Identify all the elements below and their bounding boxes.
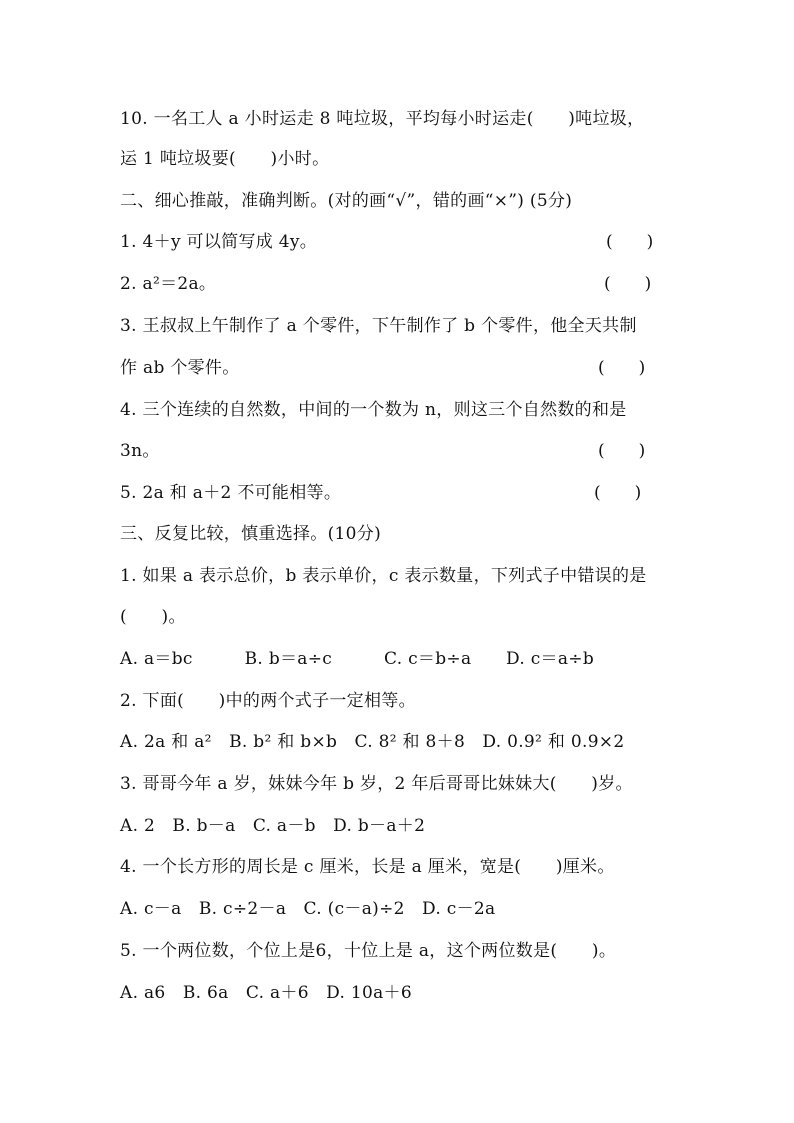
s3-q5-text: 5. 一个两位数，个位上是6，十位上是 a，这个两位数是( )。	[120, 941, 617, 961]
s2-item2-text: 2. a²＝2a。	[120, 274, 217, 294]
s2-item1-text: 1. 4＋y 可以简写成 4y。	[120, 232, 318, 252]
s3-q3-options: A. 2 B. b－a C. a－b D. b－a＋2	[120, 816, 426, 836]
section3-title: 三、反复比较，慎重选择。(10分)	[120, 524, 381, 544]
s2-item2-answer-paren: ( )	[604, 274, 652, 294]
s2-item3-text2: 作 ab 个零件。	[120, 358, 240, 378]
s2-item3-text: 3. 王叔叔上午制作了 a 个零件，下午制作了 b 个零件，他全天共制	[120, 316, 637, 336]
s2-item5-answer-paren: ( )	[594, 483, 642, 503]
s2-item5-text: 5. 2a 和 a＋2 不可能相等。	[120, 483, 342, 503]
s3-q2-text: 2. 下面( )中的两个式子一定相等。	[120, 691, 416, 711]
s3-q4-text: 4. 一个长方形的周长是 c 厘米，长是 a 厘米，宽是( )厘米。	[120, 857, 615, 877]
section2-title: 二、细心推敲，准确判断。(对的画“√”，错的画“×”) (5分)	[120, 191, 573, 211]
s3-q1-text2: ( )。	[120, 607, 186, 627]
s2-item4-text2: 3n。	[120, 441, 160, 461]
s2-item4-answer-paren: ( )	[598, 441, 646, 461]
s3-q5-options: A. a6 B. 6a C. a＋6 D. 10a＋6	[120, 983, 412, 1003]
s2-item4-text: 4. 三个连续的自然数，中间的一个数为 n，则这三个自然数的和是	[120, 400, 627, 420]
s2-item3-answer-paren: ( )	[598, 358, 646, 378]
s3-q4-options: A. c－a B. c÷2－a C. (c－a)÷2 D. c－2a	[120, 899, 496, 919]
s3-q1-text: 1. 如果 a 表示总价，b 表示单价，c 表示数量，下列式子中错误的是	[120, 566, 647, 586]
q10-line1: 10. 一名工人 a 小时运走 8 吨垃圾，平均每小时运走( )吨垃圾，	[120, 109, 645, 129]
s3-q3-text: 3. 哥哥今年 a 岁，妹妹今年 b 岁，2 年后哥哥比妹妹大( )岁。	[120, 774, 633, 794]
s3-q1-options: A. a＝bc B. b＝a÷c C. c＝b÷a D. c＝a÷b	[120, 649, 595, 669]
q10-line2: 运 1 吨垃圾要( )小时。	[120, 149, 330, 169]
s2-item1-answer-paren: ( )	[606, 232, 654, 252]
s3-q2-options: A. 2a 和 a² B. b² 和 b×b C. 8² 和 8＋8 D. 0.9² 和 0.9×2	[120, 732, 625, 752]
